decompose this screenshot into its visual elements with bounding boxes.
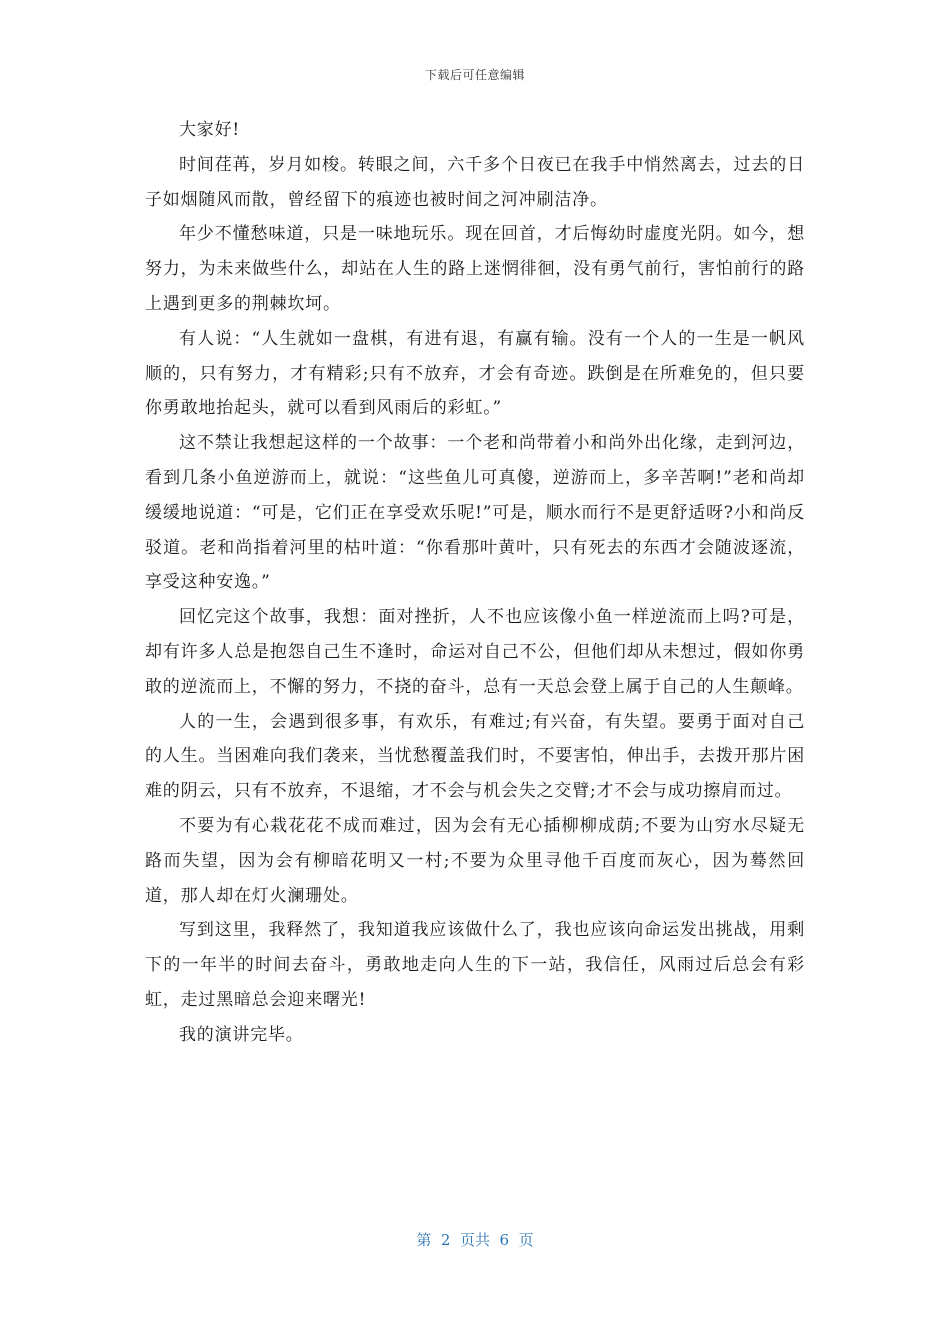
document-body bbox=[145, 113, 805, 1053]
body-paragraph: 不要为有心栽花花不成而难过，因为会有无心插柳柳成荫;不要为山穷水尽疑无路而失望，因为会有柳暗花明又一村;不要为众里寻他千百度而灰心，因为蓦然回道，那人却在灯火澜珊处。 bbox=[145, 815, 805, 906]
body-paragraph: 年少不懂愁味道，只是一味地玩乐。现在回首，才后悔幼时虚度光阴。如今，想努力，为未来做些什么，却站在人生的路上迷惘徘徊，没有勇气前行，害怕前行的路上遇到更多的荆棘坎坷。 bbox=[145, 224, 805, 314]
body-paragraph: 有人说：“人生就如一盘棋，有进有退，有赢有输。没有一个人的一生是一帆风顺的，只有努力，才有精彩;只有不放弃，才会有奇迹。跌倒是在所难免的，但只要你勇敢地抬起头，就可以看到风雨后的彩虹。” bbox=[145, 328, 805, 419]
body-paragraph: 时间荏苒，岁月如梭。转眼之间，六千多个日夜已在我手中悄然离去，过去的日子如烟随风而散，曾经留下的痕迹也被时间之河冲刷洁净。 bbox=[145, 154, 805, 210]
greeting-paragraph: 大家好! bbox=[179, 120, 241, 140]
page-header: 下载后可任意编辑 bbox=[424, 68, 525, 82]
body-paragraph: 写到这里，我释然了，我知道我应该做什么了，我也应该向命运发出挑战，用剩下的一年半的时间去奋斗，勇敢地走向人生的下一站，我信任，风雨过后总会有彩虹，走过黑暗总会迎来曙光! bbox=[145, 920, 805, 1010]
closing-paragraph: 我的演讲完毕。 bbox=[179, 1024, 304, 1045]
body-paragraph: 回忆完这个故事，我想：面对挫折，人不也应该像小鱼一样逆流而上吗?可是，却有许多人总是抱怨自己生不逢时，命运对自己不公，但他们却从未想过，假如你勇敢的逆流而上，不懈的努力，不挠的奋斗，总有一天总会登上属于自己的人生颠峰。 bbox=[145, 607, 805, 697]
page-number-footer: 第 2 页共 6 页 bbox=[416, 1231, 534, 1249]
body-paragraph: 这不禁让我想起这样的一个故事：一个老和尚带着小和尚外出化缘，走到河边，看到几条小鱼逆游而上，就说：“这些鱼儿可真傻，逆游而上，多辛苦啊!”老和尚却缓缓地说道：“可是，它们正在享受欢乐呢!”可是，顺水而行不是更舒适呀?小和尚反驳道。老和尚指着河里的枯叶道：“你看那叶黄叶，只有死去的东西才会随波逐流，享受这种安逸。” bbox=[145, 433, 805, 593]
body-paragraph: 人的一生，会遇到很多事，有欢乐，有难过;有兴奋，有失望。要勇于面对自己的人生。当困难向我们袭来，当忧愁覆盖我们时，不要害怕，伸出手，去拨开那片困难的阴云，只有不放弃，不退缩，才不会与机会失之交臂;才不会与成功擦肩而过。 bbox=[145, 711, 805, 802]
